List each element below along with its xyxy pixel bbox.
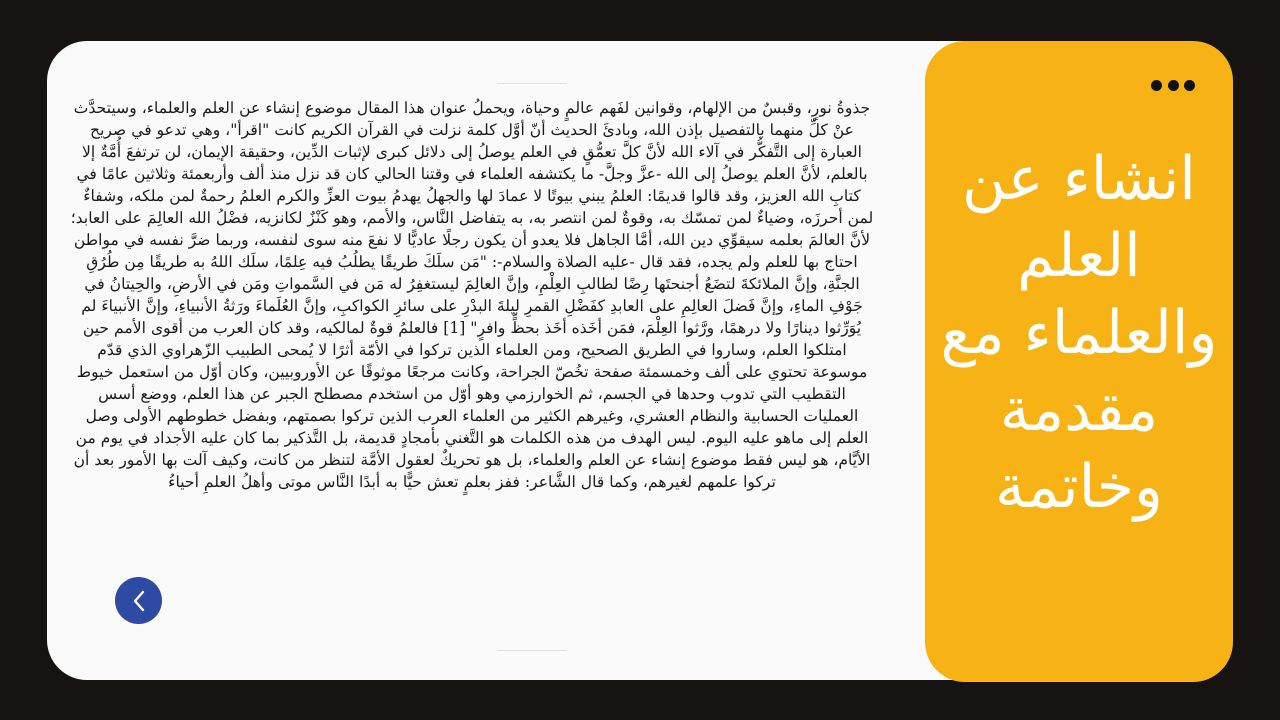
article-body: جذوةُ نورٍ، وقبسٌ من الإلهام، وقوانين لفَهم عالمٍ وحياة، ويحملُ عنوان هذا المقال موضوع إنشاء عن العلم والعلماء، وسيتحدَّث عنْ كلِّ منهما بالتفصيل بإذن الله، وبادئَ الحديث أنّ أوَّل كلمة نزلت في القرآن الكريم كانت "اقرأ"، وهي تدعو في صريح العبارة إلى التَّفكُّر في آلاء الله لأنَّ كلَّ تعمُّقٍ في العلم يوصلُ إلى دلائل كبرى لإثبات الدِّين، وحقيقة الإيمان، لن ترتفعَ أُمَّةٌ إلا بالعلم، لأنَّ العلم يوصلُ إلى الله -عزَّ وجلَّ- ما يكتشفه العلماء في وقتنا الحالي كان قد نزل منذ ألف وأربعمئة وثلاثين عامًا في كتابِ الله العزيز، وقد قالوا قديمًا: العلمُ يبني بيوتًا لا عمادَ لها والجهلُ يهدمُ بيوت العزِّ والكرم العلمُ رحمةٌ لمن ملكه، وشفاءٌ لمن أحرزَه، وضياءٌ لمن تمسّك به، وقوةٌ لمن انتصر به، به يتفاضل النَّاس، والأمم، وهو كَنْزٌ لكانزيه، فضْلُ الله العالِمَ على العابد؛ لأنَّ العالمَ بعلمه سيقوِّي دين الله، أمَّا الجاهل فلا يعدو أن يكون رجلًا عاديًّا لا نفعَ منه سوى لنفسه، وربما ضرَّ نفسه في مواطن احتاج بها للعلم ولم يجده، فقد قال -عليه الصلاة والسلام-: "مَن سلَكَ طريقًا يطلُبُ فيه عِلمًا، سلَك اللهُ به طريقًا مِن طُرُقِ الجنَّةِ، وإنَّ الملائكةَ لتضَعُ أجنحتَها رِضًا لطالبِ العِلْمِ، وإنَّ العالِمَ ليستغفِرُ له مَن في السَّمواتِ ومَن في الأرضِ، والحِيتانُ في جَوْفِ الماءِ، وإنَّ فَضلَ العالِمِ على العابدِ كفَضْلِ القمرِ ليلةَ البدْرِ على سائرِ الكواكبِ، وإنَّ العُلَماءَ ورَثةُ الأنبياءِ، وإنَّ الأنبياءَ لم يُوَرِّثوا دينارًا ولا درهمًا، ورَّثوا العِلْمَ، فمَن أخَذه أخَذ بحظٍّ وافرٍ" [1] فالعلمُ قوةٌ لمالكيه، وقد كان العرب من أقوى الأمم حين امتلكوا العلم، وساروا في الطريق الصحيح، ومن العلماء الذين تركوا في الأمّة أثرًا لا يُمحى الطبيب الزّهراوي الذي قدّم موسوعة تحتوي على ألف وخمسمئة صفحة تخُصّ الجراحة، وكانت مرجعًا موثوقًا عن الأوروبيين، وكان أوّل من استعمل خيوط التقطيب التي تدوب وحدها في الجسم، ثم الخوارزمي وهو أوّل من استخدم مصطلح الجبر عن هذا العلم، ووضع أسس العمليات الحسابية والنظام العشري، وغيرهم الكثير من العلماء العرب الذين تركوا بصمتهم، وبفضل خطوطهم الأولى وصل العلم إلى ماهو عليه اليوم. ليس الهدف من هذه الكلمات هو التَّغني بأمجادٍ قديمة، بل التَّذكير بما كان عليه الأجداد في يوم من الأيَّام، هو ليس فقط موضوع إنشاء عن العلم والعلماء، بل هو تحريكٌ لعقول الأمَّة لتنظر من كانت، وكيف آلت بها الأمور بعد أن تركوا علمهم لغيرهم، وكما قال الشَّاعر: ففز بعلمٍ تعش حيًّا به أبدًا النَّاس موتى وأهلُ العلمِ أحياءُ — [70, 99, 874, 491]
title-panel — [925, 41, 1233, 682]
top-divider — [497, 83, 567, 84]
bottom-divider — [497, 650, 567, 651]
previous-button[interactable] — [115, 577, 162, 624]
more-dots-icon[interactable] — [1151, 77, 1195, 93]
dot — [1184, 80, 1195, 91]
dot — [1168, 80, 1179, 91]
dot — [1151, 80, 1162, 91]
content-card — [47, 41, 1007, 680]
chevron-left-icon — [129, 588, 149, 614]
page-title: انشاء عن العلم والعلماء مع مقدمة وخاتمة — [940, 144, 1218, 522]
